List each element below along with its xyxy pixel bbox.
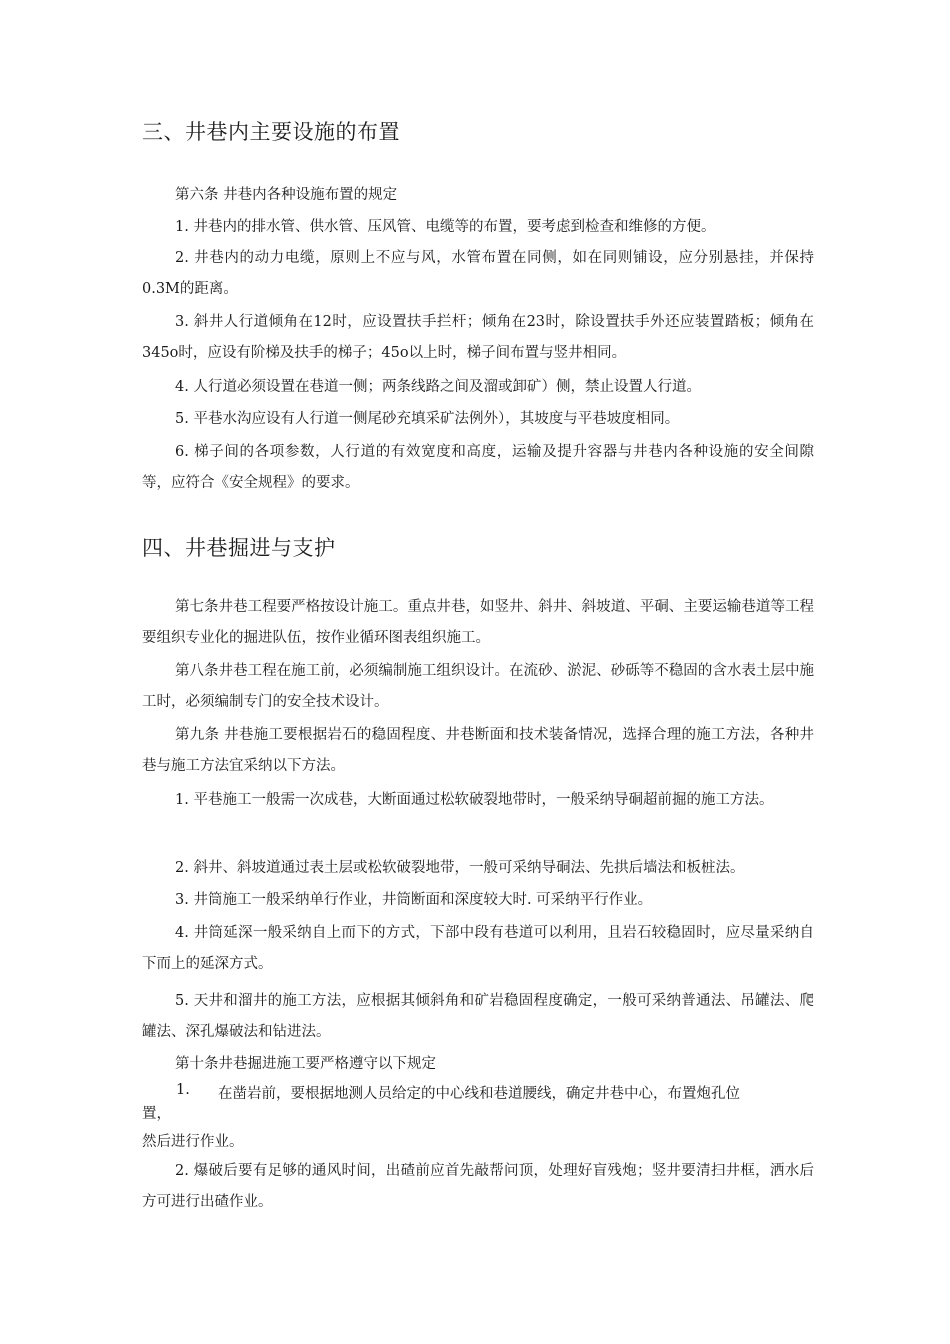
article-6-item-6: 6. 梯子间的各项参数，人行道的有效宽度和高度，运输及提升容器与井巷内各种设施的安全间隙等，应符合《安全规程》的要求。 xyxy=(142,444,814,491)
article-10-title: 第十条井巷掘进施工要严格遵守以下规定 xyxy=(175,1056,436,1072)
section-heading-3: 三、井巷内主要设施的布置 xyxy=(142,120,400,144)
article-6-item-5: 5. 平巷水沟应设有人行道一侧尾砂充填采矿法例外），其坡度与平巷坡度相同。 xyxy=(175,411,680,427)
section-heading-4: 四、井巷掘进与支护 xyxy=(142,536,336,560)
article-9-item-5: 5. 天井和溜井的施工方法，应根据其倾斜角和矿岩稳固程度确定，一般可采纳普通法、吊罐法、爬罐法、深孔爆破法和钻进法。 xyxy=(142,993,814,1040)
article-6-item-4: 4. 人行道必须设置在巷道一侧；两条线路之间及溜或卸矿）侧，禁止设置人行道。 xyxy=(175,379,701,395)
article-9-item-3: 3. 井筒施工一般采纳单行作业，井筒断面和深度较大时. 可采纳平行作业。 xyxy=(175,892,653,908)
article-6-item-3: 3. 斜井人行道倾角在12时，应设置扶手拦杆；倾角在23时，除设置扶手外还应装置踏板；倾角在345o时，应设有阶梯及扶手的梯子；45o以上时，梯子间布置与竖井相同。 xyxy=(142,314,814,361)
article-10-item-2: 2. 爆破后要有足够的通风时间，出碴前应首先敲帮问顶，处理好盲残炮；竖井要清扫井框，洒水后方可进行出碴作业。 xyxy=(142,1163,814,1210)
article-7: 第七条井巷工程要严格按设计施工。重点井巷，如竖井、斜井、斜坡道、平硐、主要运输巷道等工程要组织专业化的掘进队伍，按作业循环图表组织施工。 xyxy=(142,599,814,646)
article-10-item-1-text: 在凿岩前，要根据地测人员给定的中心线和巷道腰线，确定井巷中心，布置炮孔位 xyxy=(218,1086,740,1102)
article-10-item-1-wrap: 置， xyxy=(142,1106,171,1122)
article-10-item-1-number: 1. xyxy=(176,1082,190,1098)
article-9-item-1: 1. 平巷施工一般需一次成巷，大断面通过松软破裂地带时，一般采纳导硐超前掘的施工方法。 xyxy=(175,792,774,808)
article-6-item-1: 1. 井巷内的排水管、供水管、压风管、电缆等的布置，要考虑到检查和维修的方便。 xyxy=(175,219,716,235)
article-9-item-4: 4. 井筒延深一般采纳自上而下的方式，下部中段有巷道可以利用，且岩石较稳固时，应尽量采纳自下而上的延深方式。 xyxy=(142,925,814,972)
article-8: 第八条井巷工程在施工前，必须编制施工组织设计。在流砂、淤泥、砂砾等不稳固的含水表土层中施工时，必须编制专门的安全技术设计。 xyxy=(142,663,814,710)
article-9: 第九条 井巷施工要根据岩石的稳固程度、井巷断面和技术装备情况，选择合理的施工方法，各种井巷与施工方法宜采纳以下方法。 xyxy=(142,727,814,774)
article-6-title: 第六条 井巷内各种设施布置的规定 xyxy=(175,187,398,203)
article-10-item-1-end: 然后进行作业。 xyxy=(142,1134,244,1150)
article-6-item-2: 2. 井巷内的动力电缆，原则上不应与风，水管布置在同侧，如在同则铺设，应分别悬挂，并保持0.3M的距离。 xyxy=(142,250,814,297)
article-9-item-2: 2. 斜井、斜坡道通过表土层或松软破裂地带，一般可采纳导硐法、先拱后墙法和板桩法。 xyxy=(175,860,745,876)
